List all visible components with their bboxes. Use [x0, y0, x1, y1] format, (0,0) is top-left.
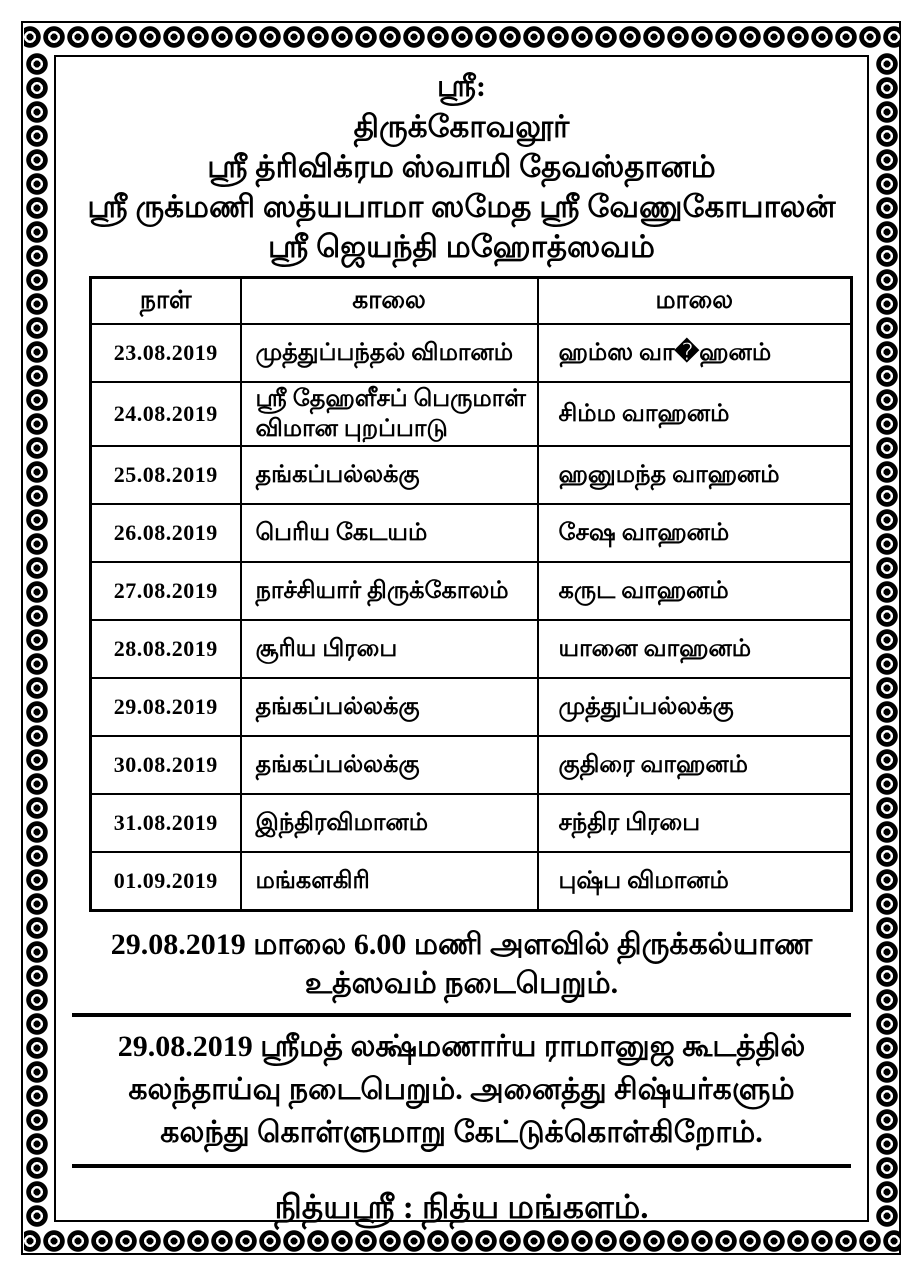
evening-event-cell: குதிரை வாஹனம் [538, 736, 852, 794]
schedule-row [91, 736, 852, 794]
morning-event-cell: தங்கப்பல்லக்கு [241, 736, 538, 794]
morning-event-cell: ஸ்ரீ தேஹளீசப் பெருமாள் விமான புறப்பாடு [241, 382, 538, 446]
date-cell: 28.08.2019 [91, 620, 241, 678]
morning-event-cell: தங்கப்பல்லக்கு [241, 678, 538, 736]
kalyana-utsavam-note [56, 925, 867, 1003]
date-cell: 29.08.2019 [91, 678, 241, 736]
deities-line: ஸ்ரீ ருக்மணி ஸத்யபாமா ஸமேத ஸ்ரீ வேணுகோபாலன் [87, 189, 836, 224]
invocation-line: ஸ்ரீ: [436, 70, 486, 103]
morning-event-cell: மங்களகிரி [241, 852, 538, 911]
schedule-row [91, 794, 852, 852]
note-line: கலந்து கொள்ளுமாறு கேட்டுக்கொள்கிறோம். [160, 1116, 763, 1149]
title-block [56, 57, 867, 267]
schedule-row [91, 446, 852, 504]
date-cell: 24.08.2019 [91, 382, 241, 446]
date-cell: 25.08.2019 [91, 446, 241, 504]
col-header-morning: காலை [241, 278, 538, 325]
schedule-row [91, 504, 852, 562]
evening-event-cell: சேஷ வாஹனம் [538, 504, 852, 562]
separator-rule [72, 1013, 851, 1017]
morning-event-cell: சூரிய பிரபை [241, 620, 538, 678]
evening-event-cell: யானை வாஹனம் [538, 620, 852, 678]
evening-event-cell: சந்திர பிரபை [538, 794, 852, 852]
morning-event-cell: பெரிய கேடயம் [241, 504, 538, 562]
note-line: 29.08.2019 மாலை 6.00 மணி அளவில் திருக்கல்யாண [110, 928, 813, 961]
note-line: 29.08.2019 ஸ்ரீமத் லக்ஷ்மணார்ய ராமானுஜ கூடத்தில் [117, 1030, 806, 1063]
schedule-row [91, 620, 852, 678]
schedule-row [91, 382, 852, 446]
gathering-note [56, 1025, 867, 1154]
festival-name-line: ஸ்ரீ ஜெயந்தி மஹோத்ஸவம் [268, 229, 655, 264]
closing-blessing: நித்யஸ்ரீ : நித்ய மங்களம். [274, 1190, 649, 1226]
evening-event-cell: முத்துப்பல்லக்கு [538, 678, 852, 736]
evening-event-cell: புஷ்ப விமானம் [538, 852, 852, 911]
separator-rule [72, 1164, 851, 1168]
schedule-header-row [91, 278, 852, 325]
schedule-row [91, 678, 852, 736]
date-cell: 30.08.2019 [91, 736, 241, 794]
date-cell: 26.08.2019 [91, 504, 241, 562]
note-line: உத்ஸவம் நடைபெறும். [304, 967, 619, 1000]
date-cell: 01.09.2019 [91, 852, 241, 911]
morning-event-cell: இந்திரவிமானம் [241, 794, 538, 852]
evening-event-cell: ஹனுமந்த வாஹனம் [538, 446, 852, 504]
col-header-evening: மாலை [538, 278, 852, 325]
col-header-day: நாள் [91, 278, 241, 325]
date-cell: 31.08.2019 [91, 794, 241, 852]
rosette-border-bottom-icon [24, 1229, 900, 1253]
date-cell: 27.08.2019 [91, 562, 241, 620]
temple-name-line: ஸ்ரீ த்ரிவிக்ரம ஸ்வாமி தேவஸ்தானம் [207, 149, 716, 184]
evening-event-cell: ஹம்ஸ வா�ஹனம் [538, 324, 852, 382]
morning-event-cell: தங்கப்பல்லக்கு [241, 446, 538, 504]
evening-event-cell: சிம்ம வாஹனம் [538, 382, 852, 446]
schedule-row [91, 852, 852, 911]
rosette-border-top-icon [24, 25, 900, 49]
morning-event-cell: நாச்சியார் திருக்கோலம் [241, 562, 538, 620]
schedule-row [91, 562, 852, 620]
note-line: கலந்தாய்வு நடைபெறும். அனைத்து சிஷ்யர்களும் [128, 1073, 795, 1106]
schedule-table [89, 276, 853, 912]
rosette-border-left-icon [25, 52, 49, 1228]
content-frame [54, 55, 869, 1226]
date-cell: 23.08.2019 [91, 324, 241, 382]
morning-event-cell: முத்துப்பந்தல் விமானம் [241, 324, 538, 382]
evening-event-cell: கருட வாஹனம் [538, 562, 852, 620]
place-line: திருக்கோவலூர் [353, 109, 570, 144]
rosette-border-right-icon [875, 52, 899, 1228]
schedule-row [91, 324, 852, 382]
